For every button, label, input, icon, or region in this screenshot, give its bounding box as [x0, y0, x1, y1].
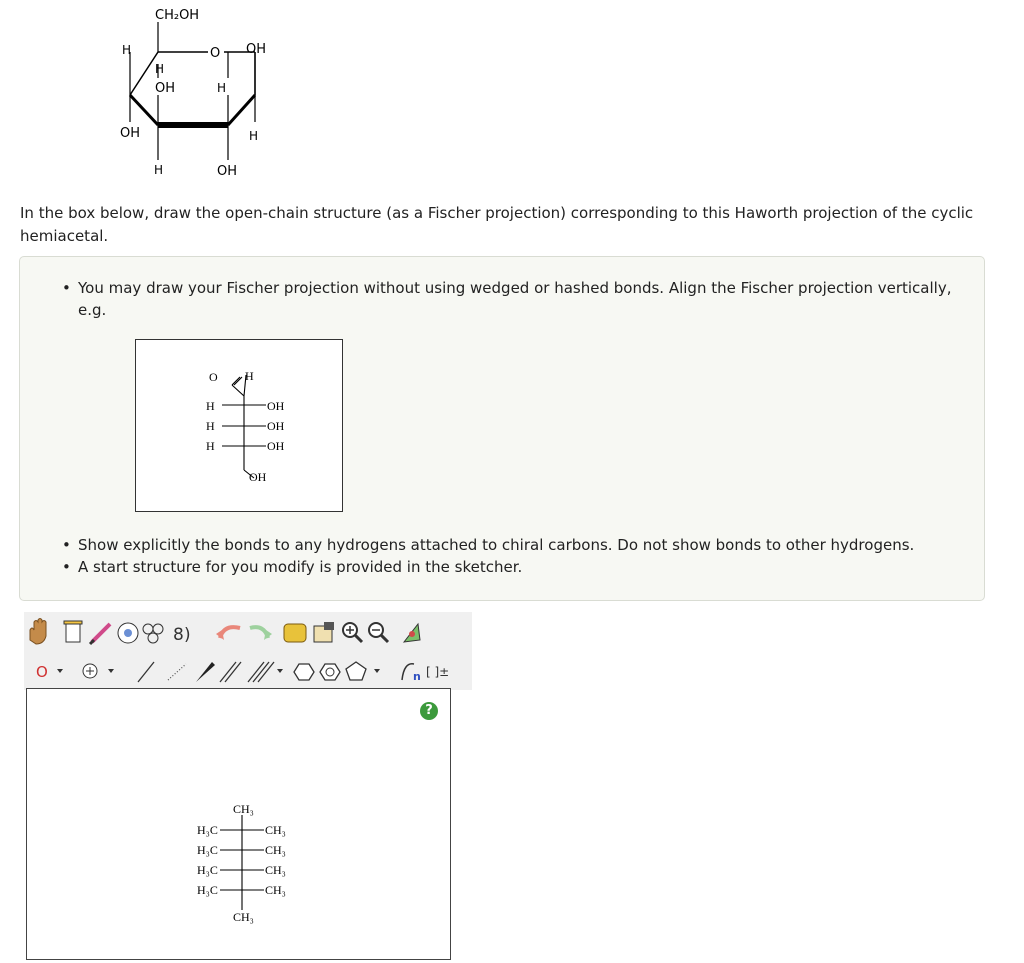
start-left-h3c: H₃C — [197, 823, 218, 837]
h-label: H — [122, 43, 132, 57]
h-label: H — [155, 62, 165, 76]
start-left-h3c: H₃C — [197, 883, 218, 897]
question-text: In the box below, draw the open-chain structure (as a Fischer projection) corresponding to this Haworth projection of the cyclic hemiacetal. — [20, 204, 974, 245]
single-bond-icon[interactable] — [138, 662, 154, 682]
element-selector[interactable]: O — [36, 663, 48, 681]
example-right-oh: OH — [267, 399, 285, 413]
svg-text:): ) — [184, 625, 191, 645]
sketcher-canvas[interactable] — [26, 688, 451, 960]
oh-label: OH — [217, 164, 238, 179]
cyclohexane-icon[interactable] — [294, 664, 314, 680]
redo-icon[interactable] — [250, 627, 272, 640]
clean-structure-icon[interactable] — [284, 624, 306, 642]
wedge-bond-icon[interactable] — [196, 662, 215, 682]
double-bond-icon[interactable] — [220, 662, 241, 682]
charge-plus-icon[interactable] — [83, 664, 97, 678]
trash-icon[interactable] — [64, 621, 82, 642]
chevron-down-icon[interactable] — [374, 669, 380, 673]
undo-icon[interactable] — [216, 627, 240, 640]
cyclopentane-icon[interactable] — [346, 662, 366, 680]
triple-bond-icon[interactable] — [248, 662, 274, 682]
start-right-ch3: CH₃ — [265, 863, 286, 877]
h-label: H — [217, 81, 227, 95]
start-left-h3c: H₃C — [197, 863, 218, 877]
example-bottom-oh: OH — [249, 470, 267, 484]
start-right-ch3: CH₃ — [265, 823, 286, 837]
example-left-h: H — [206, 419, 215, 433]
instructions-box — [19, 256, 985, 601]
zoom-out-icon[interactable] — [369, 623, 388, 642]
chevron-down-icon[interactable] — [108, 669, 114, 673]
settings-icon[interactable] — [404, 624, 420, 642]
hand-icon[interactable] — [30, 619, 46, 645]
chain-icon[interactable] — [173, 625, 191, 645]
benzene-icon[interactable] — [320, 664, 340, 680]
example-h-top: H — [245, 369, 254, 383]
chevron-down-icon[interactable] — [57, 669, 63, 673]
chevron-down-icon[interactable] — [277, 669, 283, 673]
start-right-ch3: CH₃ — [265, 843, 286, 857]
polymer-label[interactable]: n — [413, 670, 421, 683]
import-icon[interactable] — [314, 622, 334, 642]
sketcher-toolbar-bottom — [24, 652, 472, 690]
start-left-h3c: H₃C — [197, 843, 218, 857]
instruction-bullet: • You may draw your Fischer projection without using wedged or hashed bonds. Align the Fischer projection vertically, e.g. — [78, 277, 968, 321]
instruction-bullet: • A start structure for you modify is provided in the sketcher. — [78, 556, 968, 578]
eraser-icon[interactable] — [90, 624, 110, 644]
h-label: H — [249, 129, 259, 143]
oh-label: OH — [120, 126, 141, 141]
start-top-ch3: CH₃ — [233, 802, 254, 816]
ch2oh-label: CH₂OH — [155, 8, 200, 23]
sketcher-toolbar-top — [24, 612, 472, 652]
oh-label: OH — [246, 42, 267, 57]
atom-map-icon[interactable] — [118, 623, 138, 643]
hashed-bond-icon[interactable] — [168, 664, 186, 680]
example-fischer-box — [135, 339, 343, 512]
oh-label: OH — [155, 81, 176, 96]
start-bottom-ch3: CH₃ — [233, 910, 254, 924]
template-icon[interactable] — [143, 624, 163, 643]
example-right-oh: OH — [267, 439, 285, 453]
example-oxygen: O — [209, 370, 218, 384]
h-label: H — [154, 163, 164, 177]
start-right-ch3: CH₃ — [265, 883, 286, 897]
haworth-projection — [100, 0, 320, 185]
ring-oxygen: O — [210, 46, 221, 61]
zoom-in-icon[interactable] — [343, 623, 362, 642]
help-button[interactable]: ? — [420, 702, 438, 720]
bracket-charge-label[interactable]: [ ]± — [426, 665, 450, 679]
svg-text:8: 8 — [173, 625, 184, 645]
example-right-oh: OH — [267, 419, 285, 433]
example-left-h: H — [206, 439, 215, 453]
example-left-h: H — [206, 399, 215, 413]
instruction-bullet: • Show explicitly the bonds to any hydrogens attached to chiral carbons. Do not show bonds to other hydrogens. — [78, 534, 968, 556]
